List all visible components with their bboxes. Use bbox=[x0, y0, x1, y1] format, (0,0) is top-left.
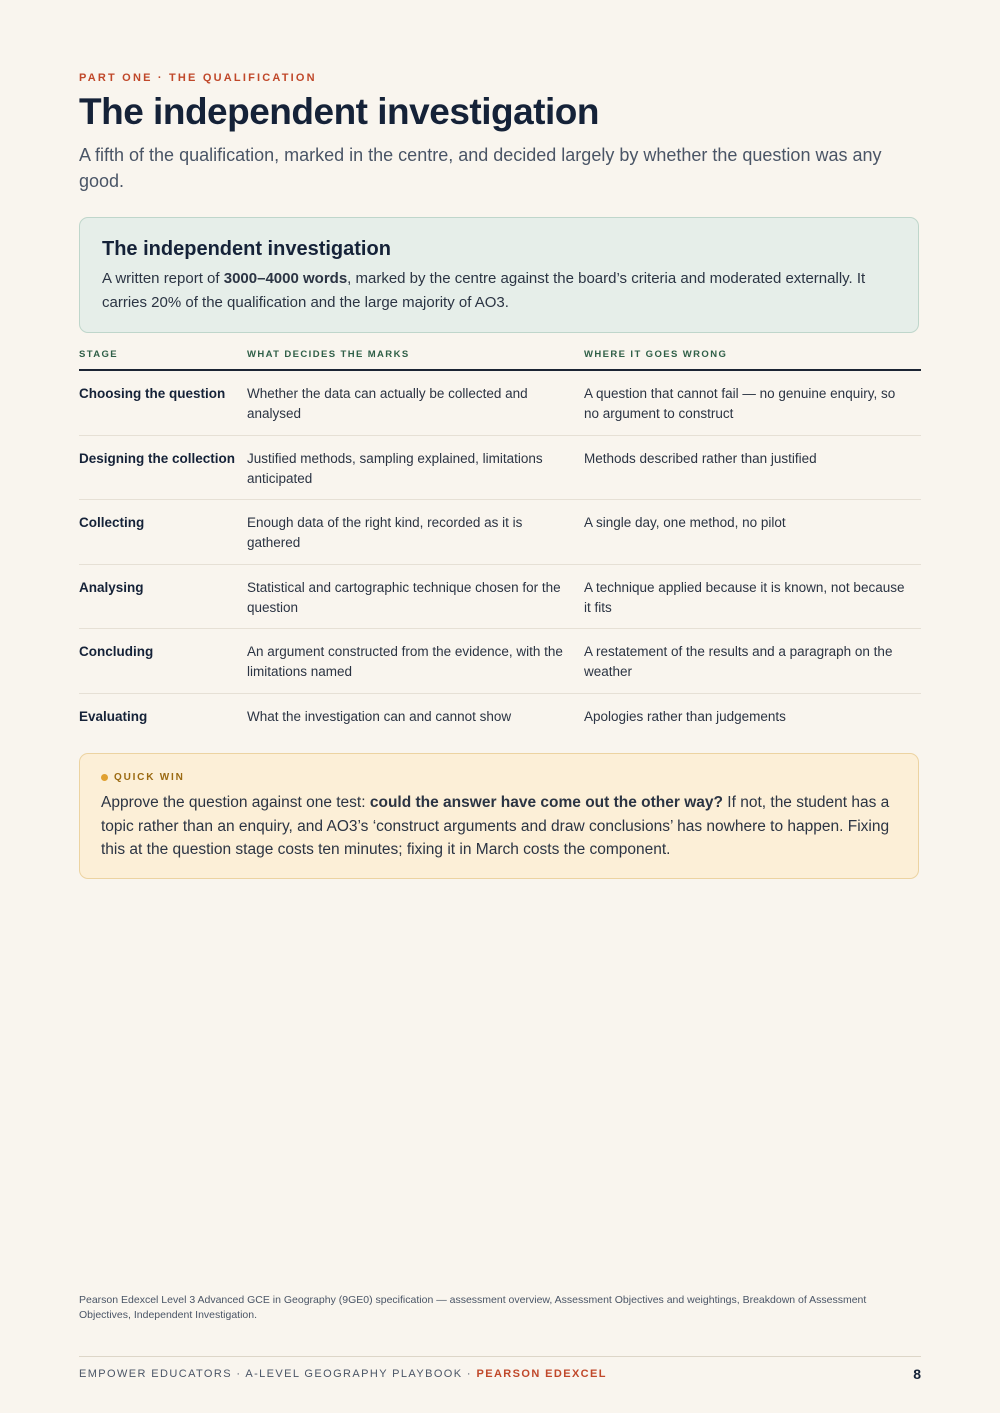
decides-cell: An argument constructed from the evidence, with the limitations named bbox=[247, 644, 563, 679]
footer-publication: EMPOWER EDUCATORS · A-LEVEL GEOGRAPHY PLAYBOOK · bbox=[79, 1368, 477, 1380]
decides-cell: Enough data of the right kind, recorded as it is gathered bbox=[247, 515, 523, 550]
wrong-cell: Apologies rather than judgements bbox=[584, 708, 786, 724]
page-title: The independent investigation bbox=[79, 91, 599, 132]
callout-text-start: A written report of bbox=[102, 270, 224, 287]
stage-cell: Designing the collection bbox=[79, 450, 236, 466]
stage-cell: Concluding bbox=[79, 644, 154, 659]
table-row bbox=[79, 694, 921, 759]
quick-win-text bbox=[101, 791, 897, 862]
wrong-cell: A single day, one method, no pilot bbox=[584, 515, 786, 530]
table-row bbox=[79, 500, 921, 565]
quick-win-label bbox=[101, 772, 897, 783]
decides-cell: Whether the data can actually be collected and analysed bbox=[247, 386, 528, 421]
wrong-cell: A restatement of the results and a paragraph on the weather bbox=[584, 644, 893, 679]
decides-cell: What the investigation can and cannot show bbox=[247, 708, 512, 724]
callout-title: The independent investigation bbox=[102, 238, 391, 260]
stages-table bbox=[79, 349, 921, 758]
column-header-decides: WHAT DECIDES THE MARKS bbox=[247, 349, 410, 360]
wrong-cell: A technique applied because it is known, not because it fits bbox=[584, 579, 905, 615]
footer-credit bbox=[79, 1368, 607, 1380]
section-eyebrow: PART ONE · THE QUALIFICATION bbox=[79, 72, 317, 84]
callout-word-count: 3000–4000 words bbox=[223, 270, 348, 287]
stage-cell: Analysing bbox=[79, 579, 144, 595]
quick-win-text-end: If not, the student has a topic rather than an enquiry, and AO3’s ‘construct arguments and draw conclusions’ has nowhere to happen. Fixing this at the question stage costs ten minutes; fixing it in March costs the component. bbox=[101, 794, 890, 858]
quick-win-label-text: QUICK WIN bbox=[114, 772, 185, 783]
column-header-wrong: WHERE IT GOES WRONG bbox=[584, 349, 728, 360]
wrong-cell: A question that cannot fail — no genuine enquiry, so no argument to construct bbox=[584, 386, 896, 421]
column-header-stage: STAGE bbox=[79, 349, 119, 360]
quick-win-callout bbox=[79, 753, 919, 879]
bullet-dot-icon bbox=[101, 774, 108, 781]
source-note: Pearson Edexcel Level 3 Advanced GCE in Geography (9GE0) specification — assessment overview, Assessment Objectives and weightings, Breakdown of Assessment Objectives, Independent Investigation. bbox=[79, 1294, 867, 1321]
summary-callout bbox=[79, 217, 919, 333]
stage-cell: Collecting bbox=[79, 515, 145, 530]
decides-cell: Justified methods, sampling explained, limitations anticipated bbox=[247, 450, 543, 486]
quick-win-text-start: Approve the question against one test: bbox=[101, 794, 370, 811]
table-row bbox=[79, 436, 921, 501]
page-number: 8 bbox=[913, 1366, 921, 1382]
footer-brand: PEARSON EDEXCEL bbox=[476, 1368, 607, 1380]
table-row bbox=[79, 629, 921, 694]
callout-text bbox=[102, 267, 896, 315]
page-footer bbox=[79, 1356, 921, 1382]
decides-cell: Statistical and cartographic technique chosen for the question bbox=[247, 579, 561, 615]
table-header bbox=[79, 349, 921, 371]
stage-cell: Choosing the question bbox=[79, 386, 226, 401]
page-lede: A fifth of the qualification, marked in the centre, and decided largely by whether the question was any good. bbox=[79, 145, 882, 191]
callout-text-end: , marked by the centre against the board’s criteria and moderated externally. It carries 20% of the qualification and the large majority of AO3. bbox=[102, 270, 866, 311]
stage-cell: Evaluating bbox=[79, 708, 148, 724]
wrong-cell: Methods described rather than justified bbox=[584, 450, 817, 466]
table-row bbox=[79, 565, 921, 630]
quick-win-test-question: could the answer have come out the other way? bbox=[369, 794, 723, 811]
table-row bbox=[79, 371, 921, 436]
